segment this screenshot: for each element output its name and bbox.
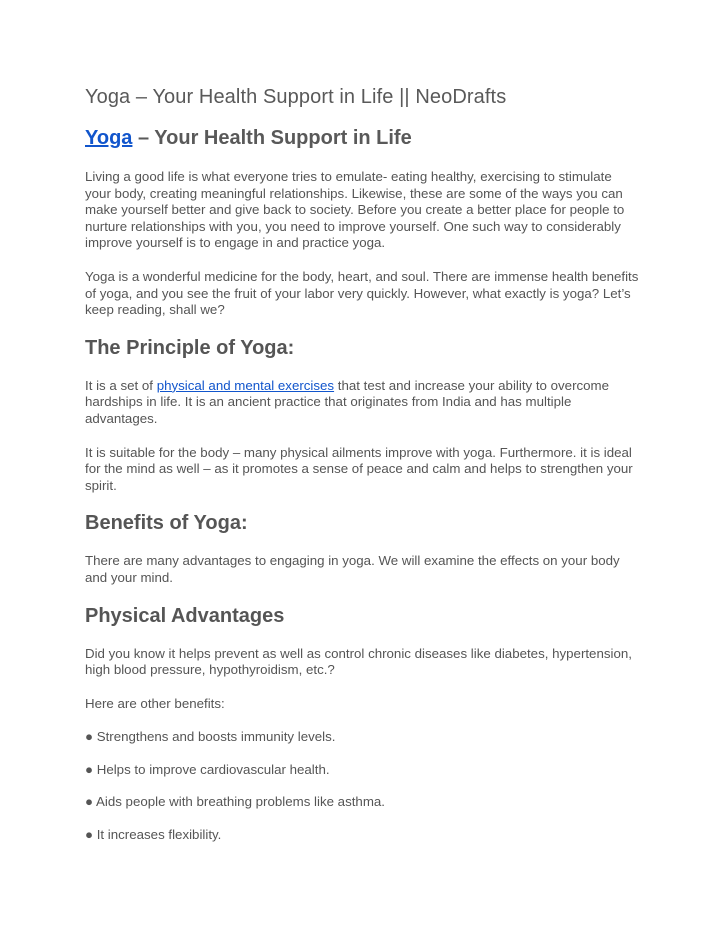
bullet-item: ● It increases flexibility. bbox=[85, 827, 222, 843]
physical-heading: Physical Advantages bbox=[85, 604, 285, 627]
physical-mental-exercises-link[interactable]: physical and mental exercises bbox=[156, 377, 335, 393]
bullet-item: ● Strengthens and boosts immunity levels. bbox=[85, 729, 336, 745]
document-title: Yoga – Your Health Support in Life || NeoDrafts bbox=[85, 86, 507, 108]
bullet-item: ● Aids people with breathing problems like asthma. bbox=[85, 794, 385, 810]
yoga-link[interactable]: Yoga bbox=[85, 127, 133, 149]
principle-paragraph-2: It is suitable for the body – many physical ailments improve with yoga. Furthermore. it is ideal for the mind as well – as it promotes a sense of peace and calm and helps to strengthen your spirit. bbox=[85, 444, 633, 493]
principle-p1-before: It is a set of bbox=[85, 377, 157, 393]
bullet-item: ● Helps to improve cardiovascular health. bbox=[85, 761, 330, 777]
principle-paragraph-1 bbox=[85, 378, 640, 428]
physical-paragraph-2: Here are other benefits: bbox=[85, 695, 225, 711]
benefits-heading: Benefits of Yoga: bbox=[85, 512, 248, 535]
principle-p1-after: that test and increase your ability to overcome hardships in life. It is an ancient practice that originates from India and has multiple advantages. bbox=[85, 377, 610, 426]
physical-paragraph-1: Did you know it helps prevent as well as control chronic diseases like diabetes, hypertension, high blood pressure, hypothyroidism, etc.? bbox=[85, 645, 632, 678]
intro-paragraph-2: Yoga is a wonderful medicine for the body, heart, and soul. There are immense health benefits of yoga, and you see the fruit of your labor very quickly. However, what exactly is yoga? Let’s keep reading, shall we? bbox=[85, 268, 639, 318]
main-heading-rest: – Your Health Support in Life bbox=[132, 127, 412, 149]
main-heading bbox=[85, 126, 640, 150]
principle-heading: The Principle of Yoga: bbox=[85, 336, 295, 359]
intro-paragraph-1: Living a good life is what everyone tries to emulate- eating healthy, exercising to stimulate your body, creating meaningful relationships. Likewise, these are some of the ways you can make yourself better and give back to society. Before you create a better place for people to nurture relationships with you, you need to improve yourself. One such way to considerably improve yourself is to engage in and practice yoga. bbox=[85, 169, 625, 251]
benefits-paragraph: There are many advantages to engaging in yoga. We will examine the effects on your body and your mind. bbox=[85, 553, 620, 585]
